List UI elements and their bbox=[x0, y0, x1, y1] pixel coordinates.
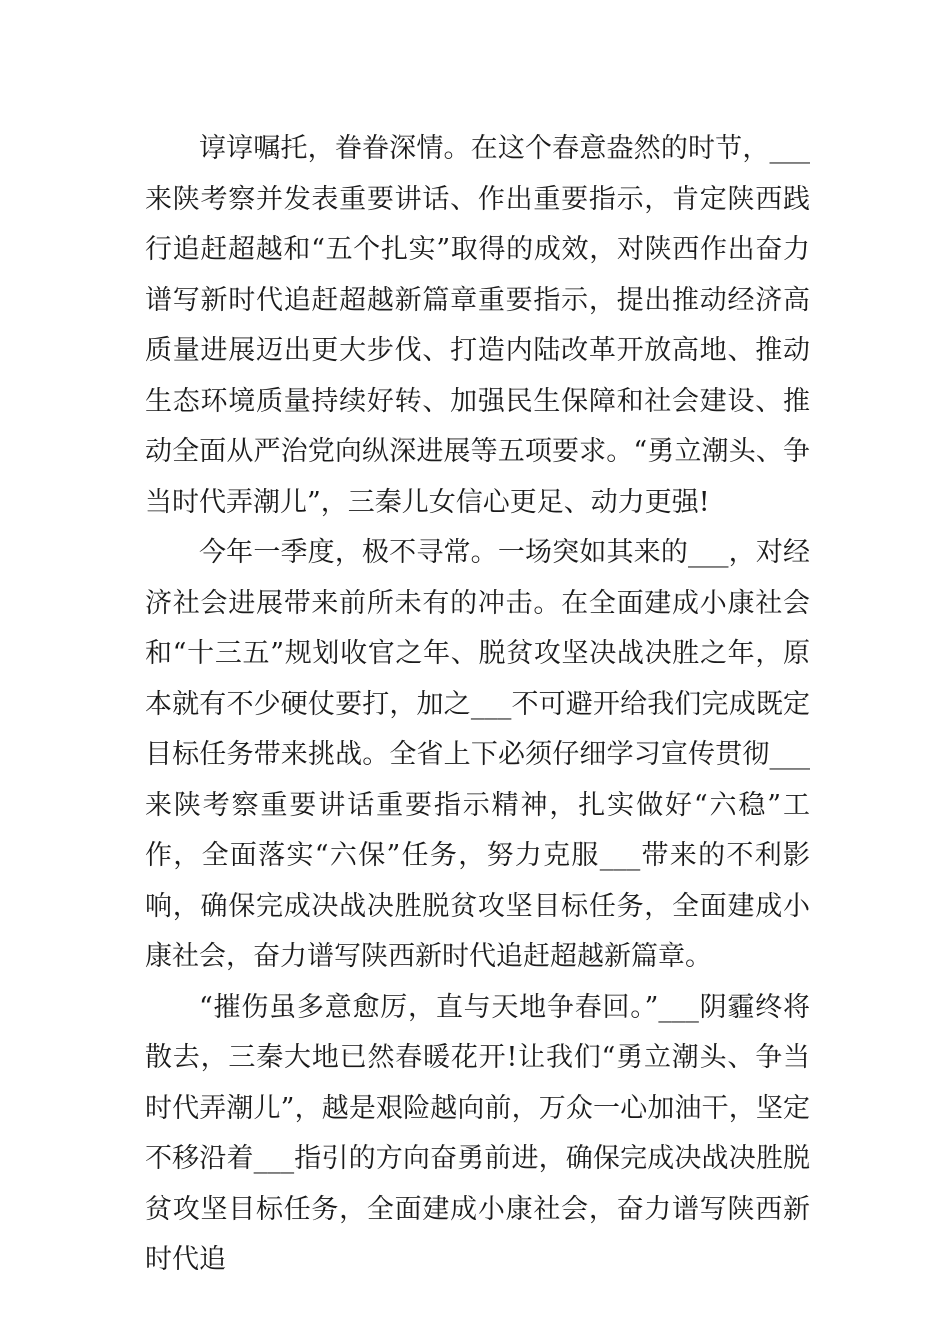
paragraph-2: 今年一季度，极不寻常。一场突如其来的___，对经济社会进展带来前所未有的冲击。在全面建成小康社会和“十三五”规划收官之年、脱贫攻坚决战决胜之年，原本就有不少硬仗要打，加之___不可避开给我们完成既定目标任务带来挑战。全省上下必须仔细学习宣传贯彻___来陕考察重要讲话重要指示精神，扎实做好“六稳”工作，全面落实“六保”任务，努力克服___带来的不利影响，确保完成决战决胜脱贫攻坚目标任务，全面建成小康社会，奋力谱写陕西新时代追赶超越新篇章。 bbox=[145, 537, 810, 972]
paragraph-1: 谆谆嘱托，眷眷深情。在这个春意盎然的时节，___来陕考察并发表重要讲话、作出重要指示，肯定陕西践行追赶超越和“五个扎实”取得的成效，对陕西作出奋力谱写新时代追赶超越新篇章重要指示，提出推动经济高质量进展迈出更大步伐、打造内陆改革开放高地、推动生态环境质量持续好转、加强民生保障和社会建设、推动全面从严治党向纵深进展等五项要求。“勇立潮头、争当时代弄潮儿”，三秦儿女信心更足、动力更强! bbox=[145, 133, 810, 518]
paragraph-3: “摧伤虽多意愈厉，直与天地争春回。”___阴霾终将散去，三秦大地已然春暖花开!让我们“勇立潮头、争当时代弄潮儿”，越是艰险越向前，万众一心加油干，坚定不移沿着___指引的方向奋勇前进，确保完成决战决胜脱贫攻坚目标任务，全面建成小康社会，奋力谱写陕西新时代追 bbox=[145, 991, 810, 1275]
document-body bbox=[145, 124, 810, 1286]
